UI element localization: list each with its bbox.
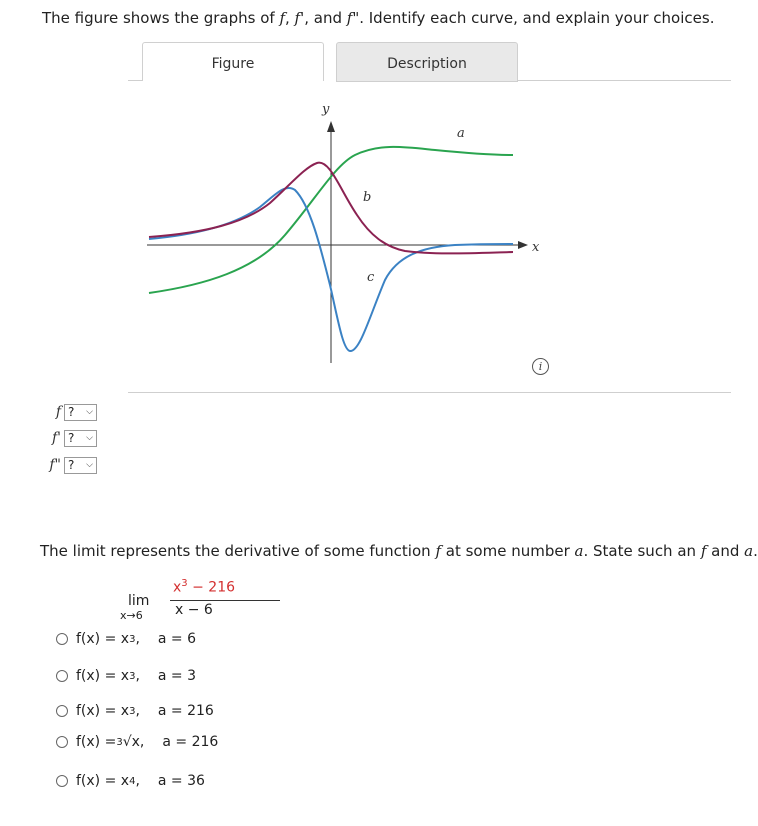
select-value: ? — [68, 431, 75, 445]
tab-divider — [128, 80, 142, 81]
chevron-down-icon: ⌵ — [86, 433, 93, 443]
select-row-f — [36, 402, 97, 422]
radio-button[interactable] — [56, 736, 68, 748]
chevron-down-icon: ⌵ — [86, 460, 93, 470]
tab-description-label: Description — [387, 56, 467, 72]
limit-numerator: $x^3 - 216$ — [173, 578, 236, 596]
option-1[interactable]: f(x) = x 3 , a = 6 — [56, 628, 196, 650]
question-1-text: The figure shows the graphs of f, f', and f". Identify each curve, and explain your choices. — [42, 9, 715, 27]
radio-button[interactable] — [56, 705, 68, 717]
x-axis-label: x — [532, 240, 540, 255]
select-label: f' — [51, 430, 61, 446]
function-graph — [135, 95, 555, 365]
select-label: f — [55, 404, 61, 420]
curve-b-label: b — [363, 190, 372, 205]
chevron-down-icon: ⌵ — [86, 407, 93, 417]
radio-button[interactable] — [56, 775, 68, 787]
select-value: ? — [68, 458, 75, 472]
limit-denominator: x − 6 — [175, 602, 213, 618]
curve-c-label: c — [367, 270, 375, 285]
lim-subscript: x→6 — [120, 609, 143, 622]
question-2-text: The limit represents the derivative of some function f at some number a. State such an f and a. — [40, 542, 758, 560]
curve-a-label: a — [457, 126, 465, 141]
select-f[interactable] — [64, 404, 97, 421]
select-f-prime[interactable] — [64, 430, 97, 447]
fraction-bar — [170, 600, 280, 601]
select-value: ? — [68, 405, 75, 419]
tab-figure[interactable] — [142, 42, 324, 81]
radio-button[interactable] — [56, 670, 68, 682]
info-icon[interactable]: i — [532, 358, 549, 375]
select-row-fp — [36, 428, 97, 448]
x-axis-arrow — [518, 241, 528, 249]
select-label: f" — [49, 457, 61, 473]
tab-divider — [517, 80, 731, 81]
lim-word: lim — [128, 593, 150, 609]
panel-divider — [128, 392, 731, 393]
option-3[interactable]: f(x) = x 3 , a = 216 — [56, 700, 214, 722]
tab-figure-label: Figure — [211, 56, 255, 72]
select-row-fpp — [36, 455, 97, 475]
tab-description[interactable] — [336, 42, 518, 82]
y-axis-arrow — [327, 121, 335, 132]
select-f-double-prime[interactable] — [64, 457, 97, 474]
radio-button[interactable] — [56, 633, 68, 645]
option-2[interactable]: f(x) = x 3 , a = 3 — [56, 665, 196, 687]
y-axis-label: y — [322, 102, 330, 117]
option-4[interactable]: f(x) = 3 √x, a = 216 — [56, 731, 218, 753]
option-5[interactable]: f(x) = x 4 , a = 36 — [56, 770, 205, 792]
